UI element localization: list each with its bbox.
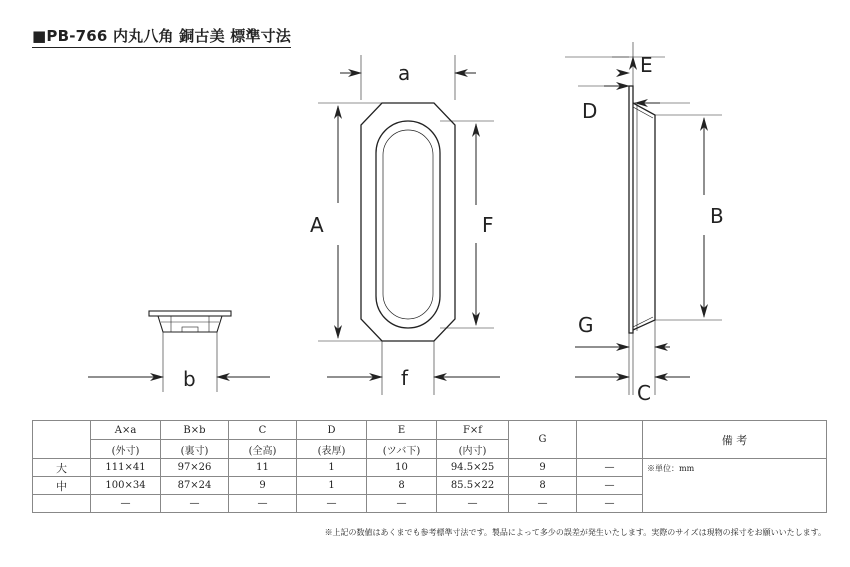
label-D: D (582, 99, 598, 123)
header-subcell: (裏寸) (161, 440, 229, 459)
table-cell: — (91, 495, 161, 513)
header-subcell: (表厚) (297, 440, 367, 459)
table-cell: 11 (229, 459, 297, 477)
octagon-outline (361, 103, 455, 341)
header-subcell: (全高) (229, 440, 297, 459)
label-F: F (482, 213, 494, 237)
bottom-view (149, 311, 231, 332)
header-cell: E (367, 421, 437, 440)
table-cell: 97×26 (161, 459, 229, 477)
label-E: E (640, 53, 653, 77)
label-f: f (401, 366, 409, 390)
table-cell: 111×41 (91, 459, 161, 477)
header-cell: F×f (437, 421, 509, 440)
label-C: C (637, 381, 651, 405)
table-cell: — (577, 459, 643, 477)
header-subcell: (外寸) (91, 440, 161, 459)
table-cell: — (509, 495, 577, 513)
row-label: 中 (33, 477, 91, 495)
header-cell: B×b (161, 421, 229, 440)
table-cell: 85.5×22 (437, 477, 509, 495)
header-cell-empty (33, 421, 91, 459)
row-label: 大 (33, 459, 91, 477)
table-cell: 9 (229, 477, 297, 495)
table-cell: 1 (297, 459, 367, 477)
header-subcell: (ツバ下) (367, 440, 437, 459)
table-row (33, 459, 827, 477)
inner-opening (376, 121, 440, 328)
table-cell: — (577, 495, 643, 513)
table-cell: — (229, 495, 297, 513)
table-cell: — (367, 495, 437, 513)
header-cell: A×a (91, 421, 161, 440)
table-cell: 1 (297, 477, 367, 495)
row-label (33, 495, 91, 513)
header-cell-empty (577, 421, 643, 459)
header-cell: C (229, 421, 297, 440)
remarks-header: 備 考 (643, 421, 827, 459)
label-a: a (398, 61, 411, 85)
header-cell: G (509, 421, 577, 459)
table-cell: — (577, 477, 643, 495)
table-cell: 9 (509, 459, 577, 477)
label-G: G (578, 313, 594, 337)
remarks-note: ※単位：mm (643, 459, 827, 513)
table-cell: 94.5×25 (437, 459, 509, 477)
label-A: A (310, 213, 324, 237)
table-cell: 100×34 (91, 477, 161, 495)
header-subcell: (内寸) (437, 440, 509, 459)
footnote: ※上記の数値はあくまでも参考標準寸法です。製品によって多少の誤差が発生いたします。実際のサイズは現物の採寸をお願いいたします。 (324, 528, 826, 537)
front-view (361, 103, 455, 341)
table-cell: — (161, 495, 229, 513)
header-cell: D (297, 421, 367, 440)
side-view (629, 86, 655, 333)
spec-table (32, 420, 827, 513)
table-cell: 8 (509, 477, 577, 495)
page-title: ■PB-766 内丸八角 銅古美 標準寸法 (32, 25, 291, 48)
table-cell: — (437, 495, 509, 513)
table-cell: 8 (367, 477, 437, 495)
label-B: B (710, 204, 724, 228)
table-cell: — (297, 495, 367, 513)
table-cell: 87×24 (161, 477, 229, 495)
label-b: b (183, 367, 196, 391)
table-header-row-1 (33, 421, 827, 440)
table-cell: 10 (367, 459, 437, 477)
